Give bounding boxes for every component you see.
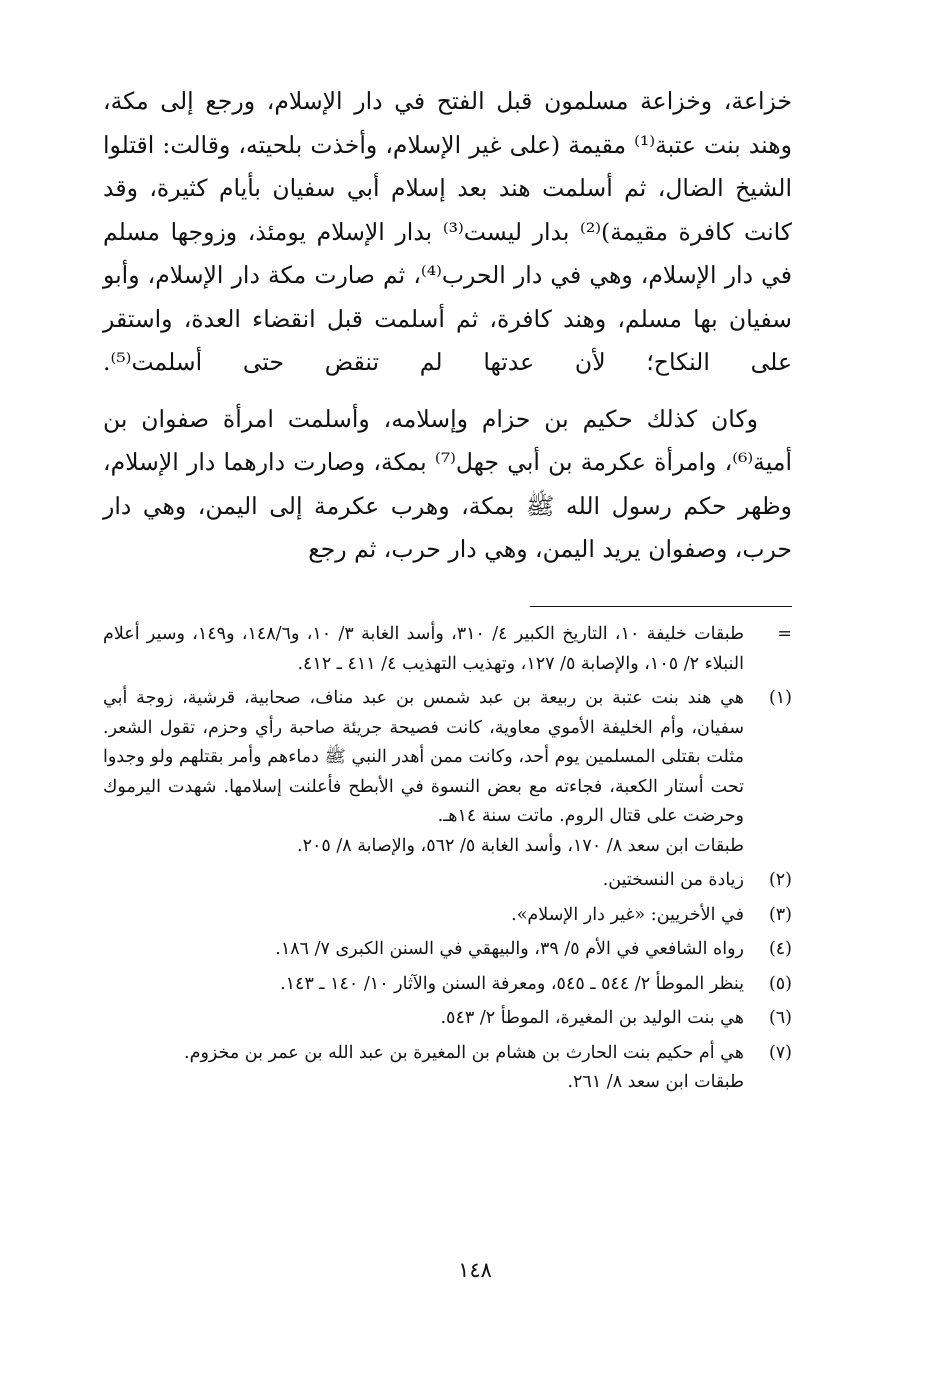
footnote-number: (١) [768, 688, 792, 708]
footnote-marker: = [777, 624, 792, 644]
footnote-number: (٥) [768, 973, 792, 994]
footnote-text: زيادة من النسختين. [602, 870, 744, 890]
footnote-source: طبقات ابن سعد ٨/ ٢٦١. [567, 1072, 744, 1092]
footnote-3 [103, 901, 792, 931]
footnote-number: (٦) [768, 1008, 792, 1028]
footnote-number: (٣) [768, 904, 792, 925]
footnote-number: (٧) [768, 1042, 792, 1063]
footnote-text: ينظر الموطأ ٢/ ٥٤٤ ـ ٥٤٥، ومعرفة السنن والآثار ١٠/ ١٤٠ ـ ١٤٣. [280, 973, 744, 994]
footnote-number: (٤) [768, 939, 792, 959]
footnote-4 [103, 935, 792, 965]
footnote-text: هي أم حكيم بنت الحارث بن هشام بن المغيرة بن عبد الله بن عمر بن مخزوم. [184, 1042, 744, 1063]
footnote-source: طبقات ابن سعد ٨/ ١٧٠، وأسد الغابة ٥/ ٥٦٢، والإصابة ٨/ ٢٠٥. [297, 835, 744, 856]
footnote-5 [103, 970, 792, 1000]
footnote-7 [103, 1039, 792, 1098]
paragraph: خزاعة، وخزاعة مسلمون قبل الفتح في دار الإسلام، ورجع إلى مكة، وهند بنت عتبة⁽¹⁾ مقيمة (على غير الإسلام، وأخذت بلحيته، وقالت: اقتلوا الشيخ الضال، ثم أسلمت هند بعد إسلام أبي سفيان بأيام كثيرة، وقد كانت كافرة مقيمة)⁽²⁾ بدار ليست⁽³⁾ بدار الإسلام يومئذ، وزوجها مسلم في دار الإسلام، وهي في دار الحرب⁽⁴⁾، ثم صارت مكة دار الإسلام، وأبو سفيان بها مسلم، وهند كافرة، ثم أسلمت قبل انقضاء العدة، واستقر على النكاح؛ لأن عدتها لم تنقض حتى أسلمت⁽⁵⁾. [103, 87, 792, 376]
footnote-separator [530, 606, 792, 607]
footnotes [103, 620, 792, 1098]
paragraph: وكان كذلك حكيم بن حزام وإسلامه، وأسلمت امرأة صفوان بن أمية⁽⁶⁾، وامرأة عكرمة بن أبي جهل⁽⁷⁾ بمكة، وصارت دارهما دار الإسلام، وظهر حكم رسول الله ﷺ بمكة، وهرب عكرمة إلى اليمن، وهي دار حرب، وصفوان يريد اليمن، وهي دار حرب، ثم رجع [103, 404, 792, 563]
page-number: ١٤٨ [458, 1258, 492, 1282]
footnote-6 [103, 1004, 792, 1034]
main-text [103, 80, 792, 572]
footnote-text: طبقات خليفة ١٠، التاريخ الكبير ٤/ ٣١٠، وأسد الغابة ٣/ ١٠، و١٤٨/٦، و١٤٩، وسير أعلام النبلاء ٢/ ١٠٥، والإصابة ٥/ ١٢٧، وتهذيب التهذيب ٤/ ٤١١ ـ ٤١٢. [103, 624, 744, 674]
footnote-number: (٢) [768, 870, 792, 890]
footnote-continuation [103, 620, 792, 679]
footnote-text: هي بنت الوليد بن المغيرة، الموطأ ٢/ ٥٤٣. [440, 1008, 744, 1028]
footnote-2 [103, 866, 792, 896]
footnote-text: هي هند بنت عتبة بن ربيعة بن عبد شمس بن عبد مناف، صحابية، قرشية، زوجة أبي سفيان، وأم الخليفة الأموي معاوية، كانت فصيحة جريئة صاحبة رأي وحزم، تقول الشعر. مثلت بقتلى المسلمين يوم أحد، وكانت ممن أهدر النبي ﷺ دماءهم وأمر بقتلهم ولو وجدوا تحت أستار الكعبة، فجاءته مع بعض النسوة في الأبطح فأعلنت إسلامها. شهدت اليرموك وحرضت على قتال الروم. ماتت سنة ١٤هـ. [103, 688, 744, 826]
footnote-text: في الأخريين: «غير دار الإسلام». [511, 904, 744, 925]
footnote-text: رواه الشافعي في الأم ٥/ ٣٩، والبيهقي في السنن الكبرى ٧/ ١٨٦. [275, 939, 744, 959]
footnote-1 [103, 684, 792, 861]
